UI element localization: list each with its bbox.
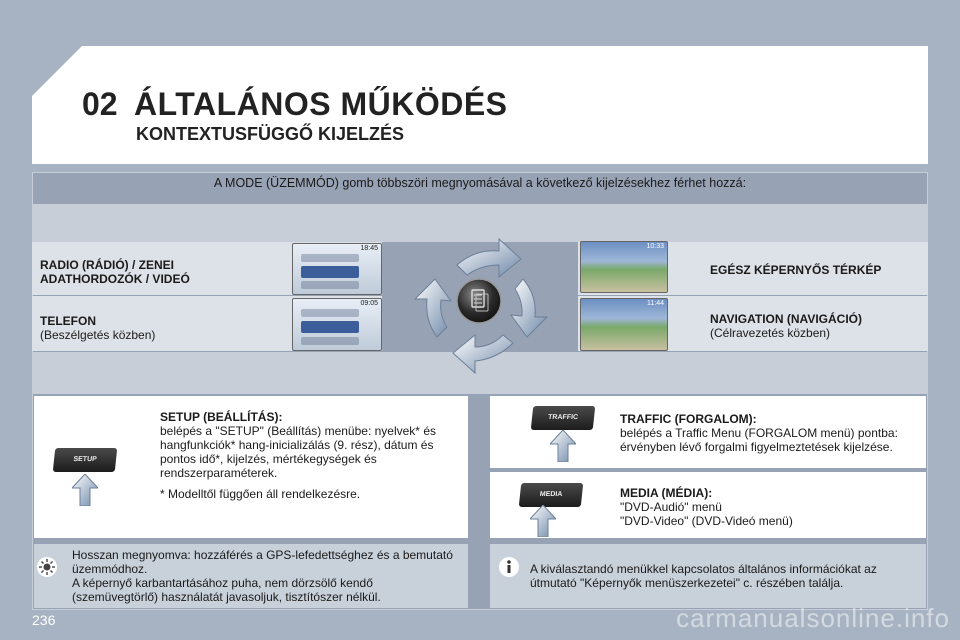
setup-press-arrow [72, 474, 98, 506]
radio-screen-thumbnail: 18:45 [292, 243, 382, 295]
chapter-number: 02 [82, 86, 118, 122]
page-subtitle: KONTEXTUSFÜGGŐ KIJELZÉS [136, 124, 405, 144]
page-number: 236 [32, 612, 56, 628]
phone-screen-thumbnail: 09:05 [292, 298, 382, 351]
info-text: A kiválasztandó menükkel kapcsolatos általános információkat az útmutató "Képernyők menüszerkezetei" c. részében találja. [530, 562, 877, 590]
setup-description: SETUP (BEÁLLÍTÁS): belépés a "SETUP" (Beállítás) menübe: nyelvek* és hangfunkciók* hang-inicializálás (9. rész), dátum és pontos idő*, kijelzés, mértékegységek és rendszerparaméterek. [160, 410, 436, 480]
media-press-arrow [530, 505, 556, 537]
traffic-description: TRAFFIC (FORGALOM): belépés a Traffic Menu (FORGALOM menü) pontba: érvényben lévő forgalmi figyelmeztetések kijelzése. [620, 412, 898, 454]
traffic-button[interactable]: TRAFFIC [531, 406, 596, 430]
info-icon [498, 556, 520, 578]
mode-cycle-diagram [395, 225, 570, 385]
cycle-arrow-bottom [453, 335, 513, 373]
cycle-arrow-right [511, 279, 547, 337]
fullmap-mode-label: EGÉSZ KÉPERNYŐS TÉRKÉP [710, 263, 882, 277]
traffic-press-arrow [550, 430, 576, 462]
intro-text: A MODE (ÜZEMMÓD) gomb többszöri megnyomásával a következő kijelzésekhez férhet hozzá: [213, 176, 747, 190]
cycle-arrow-top [457, 239, 521, 277]
nav-mode-label: NAVIGATION (NAVIGÁCIÓ) (Célravezetés közben) [710, 312, 862, 340]
nav-screen-thumbnail: 11:44 [580, 298, 668, 351]
sun-icon [36, 556, 58, 578]
cycle-arrow-left [415, 279, 451, 337]
media-description: MEDIA (MÉDIA): "DVD-Audió" menü "DVD-Video" (DVD-Videó menü) [620, 486, 793, 528]
fullmap-screen-thumbnail: 10:33 [580, 241, 668, 293]
watermark: carmanualsonline.info [676, 603, 950, 633]
tip-text: Hosszan megnyomva: hozzáférés a GPS-lefedettséghez és a bemutató üzemmódhoz. A képernyő karbantartásához puha, nem dörzsölő kendő (szemüvegtörlő) használatát javasoljuk, tisztítószer nélkül. [72, 548, 453, 604]
phone-mode-label: TELEFON (Beszélgetés közben) [40, 314, 156, 342]
radio-mode-label: RADIO (RÁDIÓ) / ZENEI ADATHORDOZÓK / VIDEÓ [40, 258, 190, 286]
media-button[interactable]: MEDIA [519, 483, 584, 507]
setup-button[interactable]: SETUP [53, 448, 118, 472]
setup-footnote: * Modelltől függően áll rendelkezésre. [160, 487, 361, 501]
page-title: ÁLTALÁNOS MŰKÖDÉS [134, 86, 508, 122]
mode-dial [457, 279, 501, 323]
